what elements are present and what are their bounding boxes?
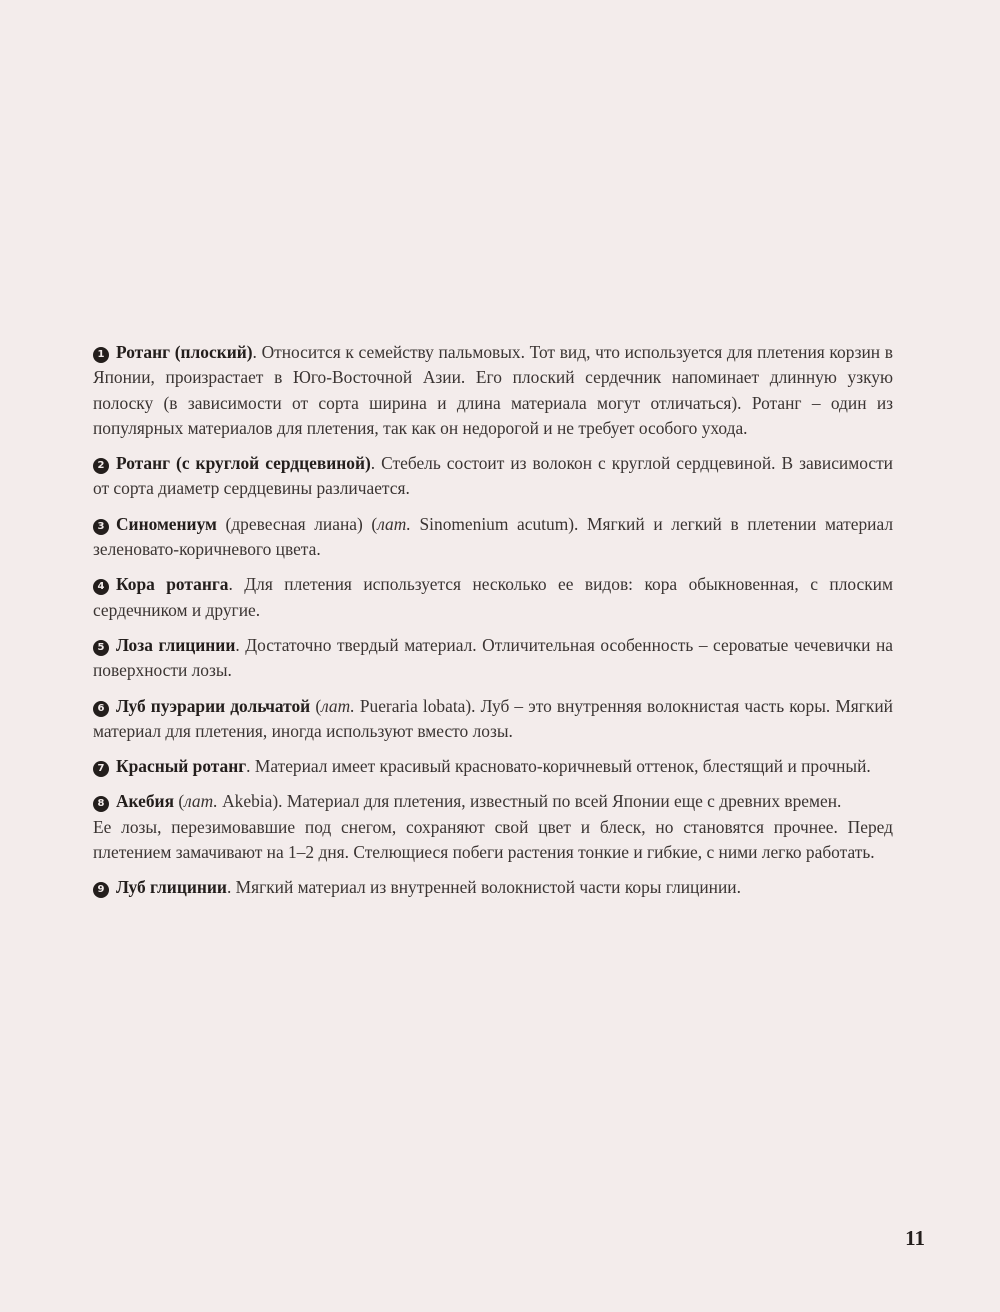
- material-description: . Материал имеет красивый красновато-коричневый оттенок, блестящий и прочный.: [246, 756, 871, 777]
- number-badge: 8: [93, 796, 109, 812]
- material-description: . Для плетения используется несколько ее видов: кора обыкновенная, с плоским сердечником и другие.: [93, 574, 893, 620]
- material-term: Акебия: [116, 791, 174, 812]
- material-term: Ротанг (плоский): [116, 342, 253, 362]
- number-badge: 1: [93, 347, 109, 363]
- number-badge: 4: [93, 579, 109, 595]
- latin-label: лат.: [321, 695, 355, 716]
- number-badge: 7: [93, 761, 109, 777]
- latin-label: лат.: [377, 513, 411, 534]
- material-description: . Мягкий материал из внутренней волокнистой части коры глицинии.: [226, 877, 741, 898]
- number-badge: 5: [93, 640, 109, 656]
- material-description: . Относится к семейству пальмовых. Тот вид, что используется для плетения корзин в Японии, произрастает в Юго-Восточной Азии. Его плоский сердечник напоминает длинную узкую полоску (в зависимости от сорта ширина и длина материала могут отличаться). Ротанг – один из популярных материалов для плетения, так как он недорогой и не требует особого ухода.: [93, 342, 893, 438]
- materials-list: [93, 340, 893, 911]
- latin-label: лат.: [184, 791, 218, 812]
- material-description-continued: Ее лозы, перезимовавшие под снегом, сохраняют свой цвет и блеск, но становятся прочнее. Перед плетением замачивают на 1–2 дня. Стелющиеся побеги растения тонкие и гибкие, с ними легко работать.: [93, 816, 893, 863]
- material-entry-red-rattan: [93, 754, 893, 779]
- material-term: Синомениум: [116, 513, 217, 534]
- material-description: Pueraria lobata). Луб – это внутренняя волокнистая часть коры. Мягкий материал для плетения, иногда используют вместо лозы.: [93, 695, 893, 741]
- material-entry-kudzu-bast: [93, 694, 893, 745]
- page-number: 11: [905, 1226, 925, 1250]
- number-badge: 3: [93, 519, 109, 535]
- material-term: Луб глицинии: [116, 877, 227, 898]
- material-entry-rattan-round-core: [93, 451, 893, 502]
- material-term: Кора ротанга: [116, 574, 229, 595]
- number-badge: 6: [93, 701, 109, 717]
- material-description: . Стебель состоит из волокон с круглой сердцевиной. В зависимости от сорта диаметр сердцевины различается.: [93, 453, 893, 499]
- number-badge: 2: [93, 458, 109, 474]
- material-description: Akebia). Материал для плетения, известный по всей Японии еще с древних времен.: [217, 791, 842, 812]
- material-entry-rattan-bark: [93, 572, 893, 623]
- material-entry-sinomenium: [93, 512, 893, 563]
- material-entry-wisteria-vine: [93, 633, 893, 684]
- number-badge: 9: [93, 882, 109, 898]
- material-term: Лоза глицинии: [116, 634, 236, 655]
- material-entry-rattan-flat: [93, 340, 893, 441]
- material-entry-akebia: [93, 789, 893, 865]
- material-term: Луб пуэрарии дольчатой: [116, 695, 311, 716]
- material-description: . Достаточно твердый материал. Отличительная особенность – сероватые чечевички на поверхности лозы.: [93, 634, 893, 681]
- material-entry-wisteria-bast: [93, 875, 893, 900]
- material-description-pre: (: [310, 695, 322, 716]
- material-description: Sinomenium acutum). Мягкий и легкий в плетении материал зеленовато-коричневого цвета.: [93, 513, 893, 560]
- material-description-pre: (: [174, 791, 185, 812]
- material-description-pre: (древесная лиана) (: [216, 513, 378, 534]
- material-term: Ротанг (с круглой сердцевиной): [116, 453, 371, 474]
- material-term: Красный ротанг: [116, 756, 247, 777]
